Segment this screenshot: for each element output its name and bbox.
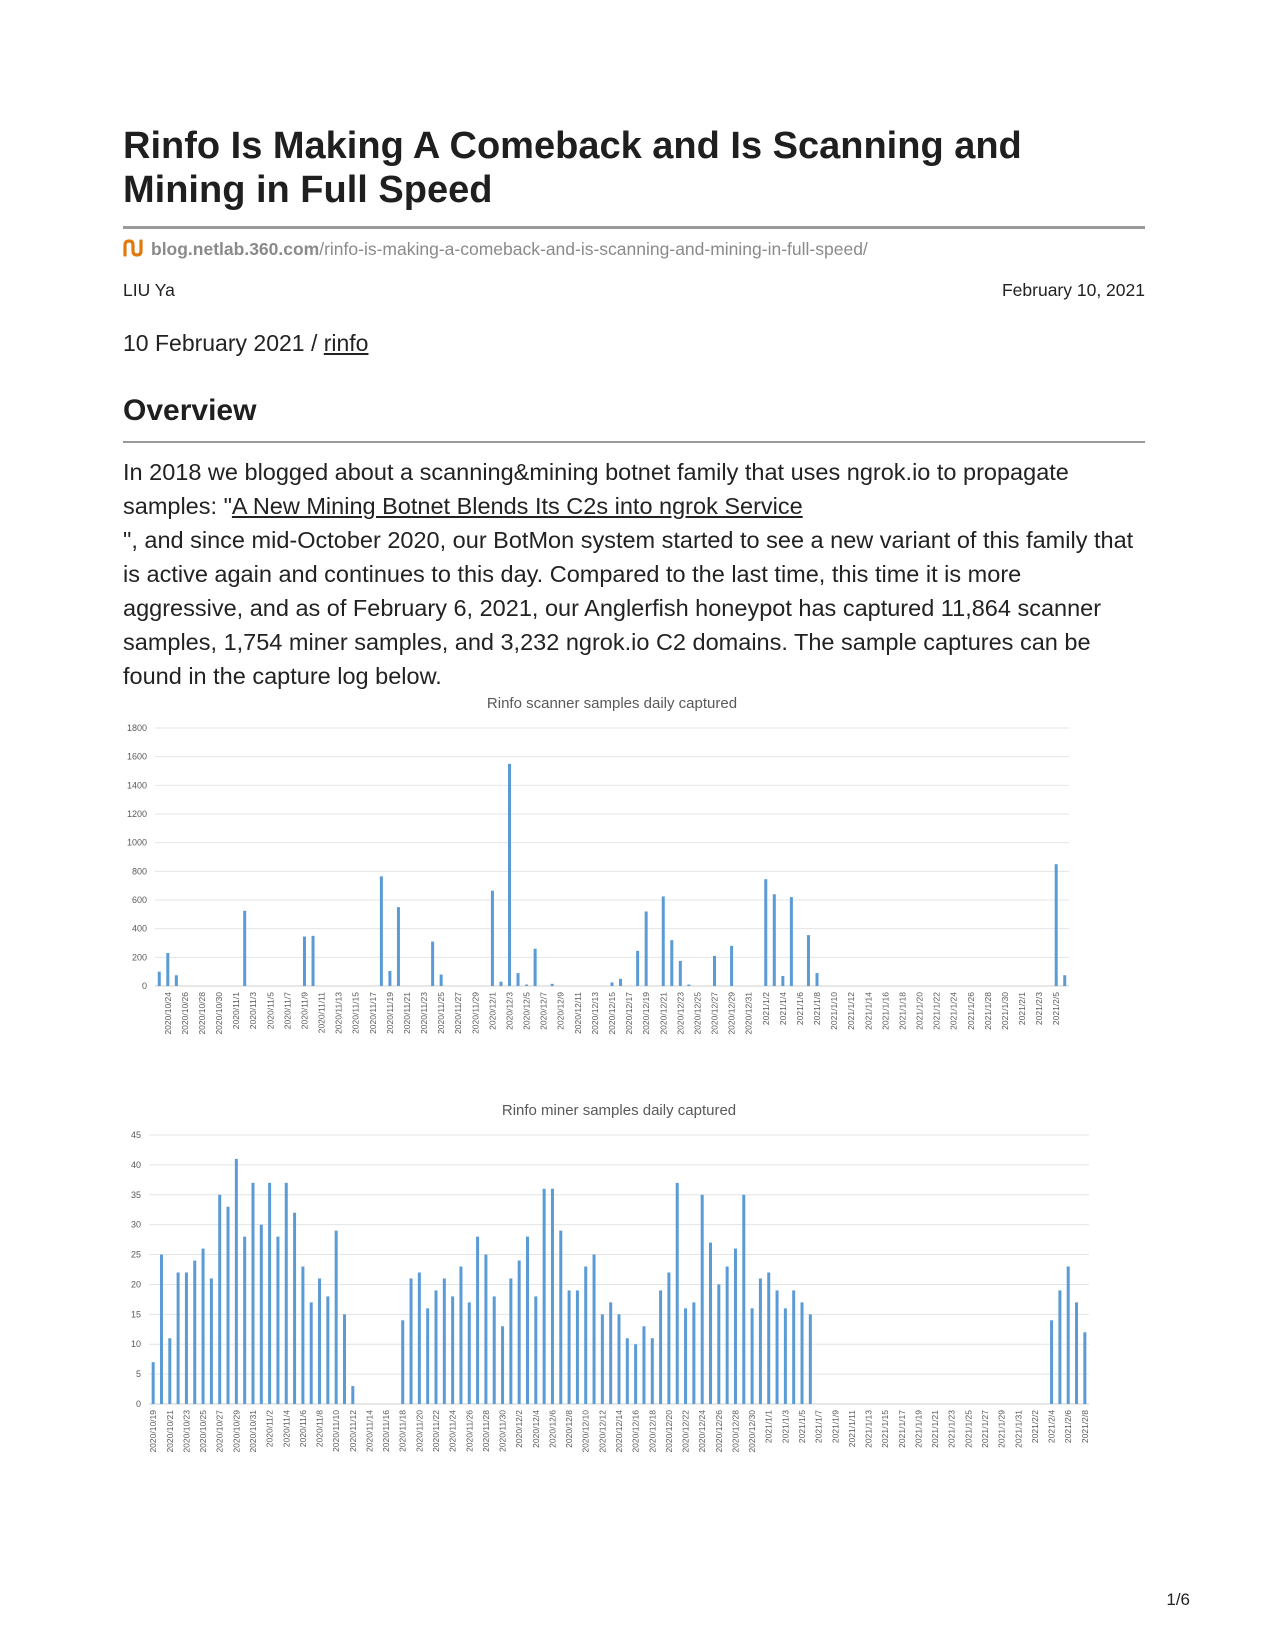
x-tick-label: 2021/1/13 — [863, 1410, 874, 1448]
bar — [509, 1278, 512, 1404]
x-tick-label: 2021/1/11 — [846, 1410, 857, 1448]
bar — [816, 973, 819, 986]
bar — [499, 982, 502, 986]
bar — [767, 1272, 770, 1404]
bar — [751, 1308, 754, 1404]
x-tick-label: 2021/2/3 — [1034, 992, 1045, 1026]
bar — [268, 1183, 271, 1404]
x-tick-label: 2021/1/18 — [897, 992, 908, 1030]
bar — [459, 1267, 462, 1404]
x-tick-label: 2021/1/7 — [813, 1410, 824, 1444]
bar — [667, 1272, 670, 1404]
x-tick-label: 2020/11/26 — [464, 1410, 475, 1452]
bar — [351, 1386, 354, 1404]
x-tick-label: 2020/12/16 — [630, 1410, 641, 1453]
bar — [177, 1272, 180, 1404]
y-tick-label: 1200 — [126, 809, 147, 819]
x-tick-label: 2020/11/13 — [333, 992, 344, 1034]
article-meta — [123, 280, 1145, 301]
bar — [285, 1183, 288, 1404]
bar — [508, 764, 511, 986]
x-tick-label: 2021/1/6 — [794, 992, 805, 1026]
title-divider — [123, 226, 1145, 229]
y-tick-label: 0 — [135, 1399, 141, 1409]
bar — [764, 879, 767, 986]
bar — [730, 946, 733, 986]
x-tick-label: 2020/11/4 — [281, 1410, 292, 1448]
x-tick-label: 2021/1/12 — [846, 992, 857, 1030]
bar — [312, 936, 315, 986]
bar — [684, 1308, 687, 1404]
bar — [534, 1296, 537, 1404]
bar — [1058, 1290, 1061, 1404]
bar — [759, 1278, 762, 1404]
bar — [790, 897, 793, 986]
x-tick-label: 2020/11/18 — [397, 1410, 408, 1452]
bar — [687, 985, 690, 986]
bar — [1055, 864, 1058, 986]
x-tick-label: 2020/12/12 — [597, 1410, 608, 1453]
x-tick-label: 2020/11/28 — [480, 1410, 491, 1452]
bar — [526, 1237, 529, 1404]
bar — [559, 1231, 562, 1404]
y-tick-label: 30 — [130, 1219, 141, 1230]
scanner-chart — [123, 688, 1083, 1048]
bar — [626, 1338, 629, 1404]
x-tick-label: 2020/11/16 — [381, 1410, 392, 1452]
bar — [611, 982, 614, 986]
x-tick-label: 2020/10/21 — [164, 1410, 175, 1453]
bar — [326, 1296, 329, 1404]
bar — [773, 894, 776, 986]
bar — [388, 971, 391, 986]
x-tick-label: 2020/10/30 — [214, 992, 225, 1035]
bar — [501, 1326, 504, 1404]
x-tick-label: 2020/12/26 — [713, 1410, 724, 1453]
bar — [434, 1290, 437, 1404]
bar — [418, 1272, 421, 1404]
x-tick-label: 2021/1/24 — [948, 992, 959, 1030]
x-tick-label: 2020/11/2 — [264, 1410, 275, 1448]
x-tick-label: 2020/11/14 — [364, 1410, 375, 1452]
section-divider — [123, 441, 1145, 443]
x-tick-label: 2020/12/8 — [564, 1410, 575, 1448]
x-tick-label: 2020/12/13 — [589, 992, 600, 1035]
bar — [484, 1255, 487, 1404]
bar — [642, 1326, 645, 1404]
x-tick-label: 2020/12/1 — [487, 992, 498, 1030]
x-tick-label: 2020/12/30 — [747, 1410, 758, 1453]
x-tick-label: 2020/10/23 — [181, 1410, 192, 1453]
x-tick-label: 2020/12/10 — [580, 1410, 591, 1453]
x-tick-label: 2020/12/7 — [538, 992, 549, 1030]
x-tick-label: 2020/11/10 — [331, 1410, 342, 1452]
x-tick-label: 2021/2/1 — [1017, 992, 1028, 1026]
bar — [676, 1183, 679, 1404]
bar — [493, 1296, 496, 1404]
source-path: /rinfo-is-making-a-comeback-and-is-scanning-and-mining-in-full-speed/ — [319, 239, 868, 259]
x-tick-label: 2021/1/2 — [760, 992, 771, 1026]
bar — [534, 949, 537, 986]
bar — [293, 1213, 296, 1404]
bar — [431, 942, 434, 986]
bar — [301, 1267, 304, 1404]
bar — [185, 1272, 188, 1404]
y-tick-label: 600 — [131, 895, 147, 905]
x-tick-label: 2021/1/28 — [982, 992, 993, 1030]
bar — [1063, 975, 1066, 986]
y-tick-label: 20 — [130, 1279, 141, 1290]
bar — [717, 1284, 720, 1404]
x-tick-label: 2020/11/9 — [299, 992, 310, 1030]
bar — [518, 1261, 521, 1404]
bar — [218, 1195, 221, 1404]
bar — [776, 1290, 779, 1404]
bar — [440, 975, 443, 986]
post-info — [123, 330, 368, 357]
x-tick-label: 2021/1/1 — [763, 1410, 774, 1444]
bar — [551, 984, 554, 986]
bar — [670, 940, 673, 986]
x-tick-label: 2020/10/25 — [198, 1410, 209, 1453]
bar — [235, 1159, 238, 1404]
bar — [175, 975, 178, 986]
bar — [601, 1314, 604, 1404]
x-tick-label: 2020/11/6 — [297, 1410, 308, 1448]
x-tick-label: 2020/12/18 — [647, 1410, 658, 1453]
y-tick-label: 400 — [131, 923, 147, 934]
bar — [551, 1189, 554, 1404]
bar — [636, 951, 639, 986]
x-tick-label: 2021/1/23 — [946, 1410, 957, 1448]
bar — [1083, 1332, 1086, 1404]
bar — [576, 1290, 579, 1404]
post-date: 10 February 2021 / — [123, 330, 324, 356]
bar — [476, 1237, 479, 1404]
bar — [713, 956, 716, 986]
source-url[interactable] — [123, 239, 868, 260]
y-tick-label: 35 — [130, 1189, 141, 1200]
x-tick-label: 2020/11/11 — [316, 992, 327, 1034]
bar — [568, 1290, 571, 1404]
y-tick-label: 0 — [141, 981, 147, 991]
bar — [468, 1302, 471, 1404]
x-tick-label: 2020/12/5 — [521, 992, 532, 1030]
y-tick-label: 25 — [130, 1249, 141, 1260]
x-tick-label: 2021/1/29 — [996, 1410, 1007, 1448]
bar — [781, 976, 784, 986]
article-title: Rinfo Is Making A Comeback and Is Scanning and Mining in Full Speed — [123, 125, 1022, 211]
x-tick-label: 2021/1/19 — [913, 1410, 924, 1448]
bar — [158, 972, 161, 986]
x-tick-label: 2020/11/5 — [265, 992, 276, 1030]
x-tick-label: 2021/1/9 — [830, 1410, 841, 1444]
x-tick-label: 2020/10/26 — [179, 992, 190, 1035]
x-tick-label: 2020/11/8 — [314, 1410, 325, 1448]
x-tick-label: 2021/2/5 — [1051, 992, 1062, 1026]
x-tick-label: 2021/1/22 — [931, 992, 942, 1030]
bar — [160, 1255, 163, 1404]
bar — [202, 1249, 205, 1404]
bar — [335, 1231, 338, 1404]
bar — [401, 1320, 404, 1404]
netlab-logo-icon — [123, 239, 145, 257]
y-tick-label: 200 — [131, 952, 147, 963]
x-tick-label: 2021/1/31 — [1013, 1410, 1024, 1448]
y-tick-label: 1800 — [126, 723, 147, 733]
x-tick-label: 2020/11/19 — [384, 992, 395, 1034]
x-tick-label: 2020/12/6 — [547, 1410, 558, 1448]
y-tick-label: 1600 — [126, 751, 147, 762]
y-tick-label: 800 — [131, 866, 147, 877]
bar — [734, 1249, 737, 1404]
x-tick-label: 2021/1/15 — [880, 1410, 891, 1448]
bar — [193, 1261, 196, 1404]
para-text-2: ", and since mid-October 2020, our BotMon system started to see a new variant of this family that is active again and continues to this day. Compared to the last time, this time it is more aggressive, and as of February 6, 2021, our Anglerfish honeypot has captured 11,864 scanner samples, 1,754 miner samples, and 3,232 ngrok.io C2 domains. The sample captures can be found in the capture log below. — [123, 527, 1134, 689]
bar — [310, 1302, 313, 1404]
bar — [276, 1237, 279, 1404]
y-tick-label: 45 — [130, 1130, 141, 1140]
x-tick-label: 2020/12/23 — [675, 992, 686, 1035]
overview-paragraph — [123, 455, 1145, 693]
blog-link[interactable]: A New Mining Botnet Blends Its C2s into ngrok Service — [231, 493, 803, 519]
x-tick-label: 2020/12/19 — [641, 992, 652, 1035]
x-tick-label: 2020/11/29 — [470, 992, 481, 1034]
x-tick-label: 2021/1/10 — [829, 992, 840, 1030]
x-tick-label: 2020/12/20 — [663, 1410, 674, 1453]
bar — [618, 1314, 621, 1404]
y-tick-label: 10 — [130, 1339, 141, 1350]
x-tick-label: 2020/11/24 — [447, 1410, 458, 1452]
x-tick-label: 2021/1/5 — [797, 1410, 808, 1444]
x-tick-label: 2020/11/17 — [367, 992, 378, 1034]
x-tick-label: 2020/11/12 — [347, 1410, 358, 1452]
bar — [634, 1344, 637, 1404]
x-tick-label: 2020/11/25 — [436, 992, 447, 1034]
bar — [227, 1207, 230, 1404]
bar — [807, 935, 810, 986]
x-tick-label: 2021/1/4 — [777, 992, 788, 1026]
bar — [152, 1362, 155, 1404]
bar — [809, 1314, 812, 1404]
x-tick-label: 2020/10/31 — [247, 1410, 258, 1453]
x-tick-label: 2020/10/19 — [148, 1410, 159, 1453]
x-tick-label: 2020/12/3 — [504, 992, 515, 1030]
x-tick-label: 2021/1/20 — [914, 992, 925, 1030]
bar — [380, 876, 383, 986]
bar — [726, 1267, 729, 1404]
x-tick-label: 2020/12/2 — [514, 1410, 525, 1448]
bar — [1050, 1320, 1053, 1404]
tag-link[interactable]: rinfo — [323, 330, 369, 356]
bar — [451, 1296, 454, 1404]
bar — [679, 961, 682, 986]
x-tick-label: 2020/11/3 — [248, 992, 259, 1030]
y-tick-label: 1000 — [126, 837, 147, 848]
bar — [260, 1225, 263, 1404]
bar — [210, 1278, 213, 1404]
author: LIU Ya — [123, 280, 175, 300]
x-tick-label: 2020/11/30 — [497, 1410, 508, 1452]
x-tick-label: 2020/12/29 — [726, 992, 737, 1035]
bar — [609, 1302, 612, 1404]
bar — [426, 1308, 429, 1404]
x-tick-label: 2021/1/8 — [812, 992, 823, 1026]
bar — [525, 985, 528, 986]
bar — [443, 1278, 446, 1404]
bar — [410, 1278, 413, 1404]
bar — [784, 1308, 787, 1404]
bar — [1075, 1302, 1078, 1404]
bar — [662, 896, 665, 986]
x-tick-label: 2020/10/29 — [231, 1410, 242, 1453]
bar — [251, 1183, 254, 1404]
x-tick-label: 2020/12/15 — [607, 992, 617, 1035]
x-tick-label: 2020/11/1 — [231, 992, 242, 1030]
x-tick-label: 2021/1/17 — [896, 1410, 907, 1448]
x-tick-label: 2020/11/15 — [350, 992, 361, 1034]
x-tick-label: 2020/10/28 — [196, 992, 207, 1035]
x-tick-label: 2021/1/27 — [980, 1410, 991, 1448]
bar — [543, 1189, 546, 1404]
bar — [742, 1195, 745, 1404]
x-tick-label: 2020/12/24 — [697, 1410, 708, 1453]
bar — [243, 911, 246, 986]
x-tick-label: 2021/1/14 — [863, 992, 874, 1030]
x-tick-label: 2020/11/21 — [401, 992, 412, 1034]
x-tick-label: 2021/1/30 — [999, 992, 1010, 1030]
bar — [692, 1302, 695, 1404]
bar — [651, 1338, 654, 1404]
x-tick-label: 2020/11/23 — [419, 992, 430, 1034]
para-text-1: In 2018 we blogged about a scanning&mining botnet family that uses ngrok.io to propagate samples: " — [123, 459, 1069, 519]
bar — [584, 1267, 587, 1404]
x-tick-label: 2020/12/27 — [709, 992, 720, 1035]
x-tick-label: 2020/11/22 — [430, 1410, 441, 1452]
x-tick-label: 2020/12/17 — [624, 992, 635, 1035]
bar — [243, 1237, 246, 1404]
x-tick-label: 2020/11/20 — [414, 1410, 425, 1452]
bar — [166, 953, 169, 986]
x-tick-label: 2020/12/31 — [743, 992, 754, 1035]
bar — [801, 1302, 804, 1404]
x-tick-label: 2021/1/16 — [880, 992, 891, 1030]
bar — [1067, 1267, 1070, 1404]
x-tick-label: 2020/12/9 — [555, 992, 566, 1030]
bar — [491, 891, 494, 986]
x-tick-label: 2021/2/8 — [1079, 1410, 1090, 1444]
page-number: 1/6 — [1166, 1590, 1190, 1609]
bar — [318, 1278, 321, 1404]
y-tick-label: 1400 — [126, 780, 147, 791]
chart-svg — [123, 688, 1083, 1048]
x-tick-label: 2020/12/22 — [680, 1410, 691, 1453]
x-tick-label: 2020/12/25 — [692, 992, 703, 1035]
bar — [343, 1314, 346, 1404]
y-tick-label: 40 — [130, 1159, 141, 1170]
bar — [701, 1195, 704, 1404]
x-tick-label: 2020/12/11 — [572, 992, 583, 1034]
y-tick-label: 15 — [130, 1309, 141, 1320]
chart-svg — [123, 1095, 1103, 1465]
x-tick-label: 2020/10/27 — [214, 1410, 225, 1453]
publish-date: February 10, 2021 — [1001, 280, 1145, 300]
x-tick-label: 2021/2/4 — [1046, 1410, 1057, 1444]
x-tick-label: 2020/11/27 — [453, 992, 464, 1034]
bar — [709, 1243, 712, 1404]
x-tick-label: 2021/1/25 — [963, 1410, 974, 1448]
x-tick-label: 2020/11/7 — [282, 992, 293, 1030]
bar — [397, 907, 400, 986]
chart-title: Rinfo scanner samples daily captured — [486, 695, 738, 712]
miner-chart — [123, 1095, 1103, 1465]
bar — [659, 1290, 662, 1404]
bar — [303, 937, 306, 986]
x-tick-label: 2021/2/6 — [1063, 1410, 1074, 1444]
chart-title: Rinfo miner samples daily captured — [501, 1102, 737, 1119]
bar — [168, 1338, 171, 1404]
x-tick-label: 2021/1/21 — [930, 1410, 941, 1448]
bar — [619, 979, 622, 986]
bar — [645, 911, 648, 986]
bar — [792, 1290, 795, 1404]
x-tick-label: 2020/12/21 — [658, 992, 669, 1035]
y-tick-label: 5 — [135, 1369, 141, 1380]
x-tick-label: 2020/12/28 — [730, 1410, 741, 1453]
source-domain: blog.netlab.360.com — [151, 239, 320, 259]
x-tick-label: 2020/12/14 — [614, 1410, 624, 1453]
x-tick-label: 2021/1/3 — [780, 1410, 791, 1444]
x-tick-label: 2020/10/24 — [162, 992, 173, 1035]
x-tick-label: 2021/1/26 — [965, 992, 976, 1030]
section-heading: Overview — [123, 394, 257, 427]
bar — [593, 1255, 596, 1404]
x-tick-label: 2021/2/2 — [1029, 1410, 1040, 1444]
bar — [517, 973, 520, 986]
x-tick-label: 2020/12/4 — [530, 1410, 541, 1448]
